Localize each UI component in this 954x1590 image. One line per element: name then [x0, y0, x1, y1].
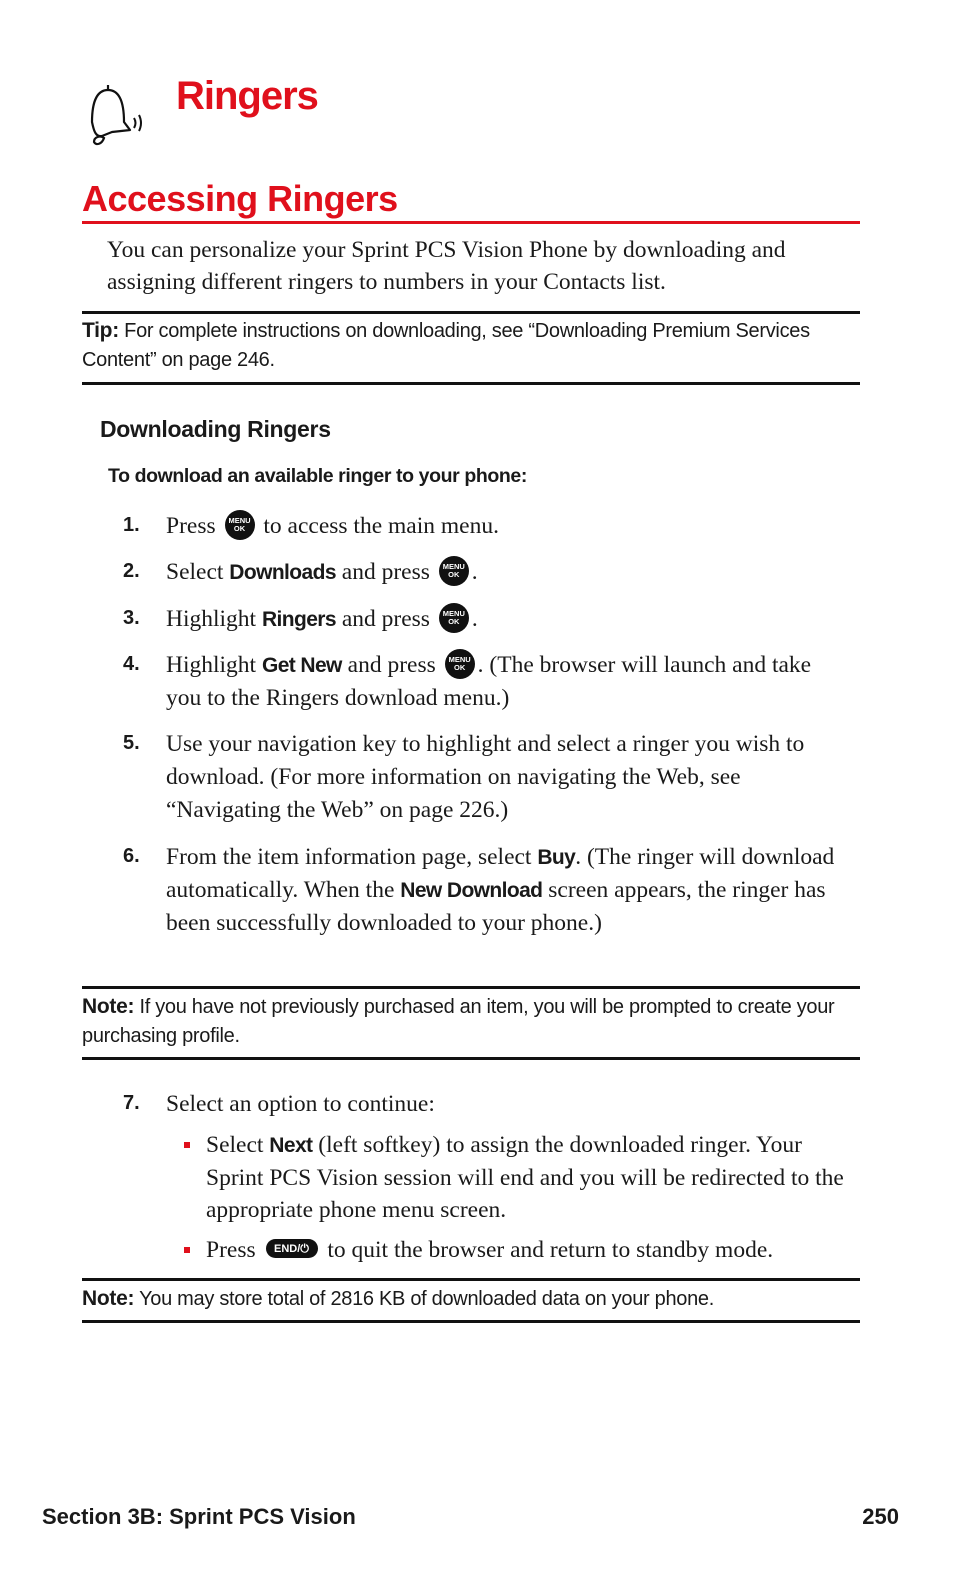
step-text — [166, 510, 846, 543]
procedure-intro: To download an available ringer to your phone: — [108, 465, 527, 487]
step-text — [166, 603, 846, 636]
step-number: 2. — [123, 560, 140, 582]
note2-label: Note: — [82, 1287, 135, 1310]
tip-callout — [82, 316, 842, 375]
end-power-key-icon: END/⏻ — [266, 1239, 318, 1258]
step-text-part: and press — [341, 652, 442, 678]
footer-section-label: Section 3B: Sprint PCS Vision — [42, 1504, 356, 1529]
menu-keyword: Get New — [261, 654, 342, 677]
subsection-title: Downloading Ringers — [100, 416, 331, 442]
step-number: 5. — [123, 732, 140, 754]
note-callout — [82, 992, 842, 1051]
menu-keyword: Buy — [537, 846, 576, 869]
step-text — [166, 841, 846, 940]
step-text — [166, 649, 846, 715]
section-title: Accessing Ringers — [82, 178, 398, 219]
note2-callout — [82, 1284, 842, 1314]
menu-ok-key-icon: MENU OK — [445, 649, 475, 679]
option-text-part: Select — [206, 1132, 270, 1158]
note2-bottom-rule — [82, 1320, 860, 1323]
note-top-rule — [82, 986, 860, 989]
menu-keyword: Next — [269, 1134, 313, 1157]
menu-keyword: Downloads — [229, 561, 336, 584]
step-number: 4. — [123, 653, 140, 675]
note2-top-rule — [82, 1278, 860, 1281]
tip-top-rule — [82, 311, 860, 314]
step-text-part: Highlight — [166, 606, 262, 632]
tip-label: Tip: — [82, 319, 119, 342]
step-text-part: screen appears, the ringer has been successfully downloaded to your phone.) — [166, 877, 826, 936]
option-text-part: Press — [206, 1237, 262, 1263]
option-text-part: to quit the browser and return to standby mode. — [321, 1237, 774, 1263]
note-text: If you have not previously purchased an item, you will be prompted to create your purchasing profile. — [82, 996, 835, 1047]
menu-ok-key-icon: MENU OK — [439, 556, 469, 586]
menu-ok-key-icon: MENU OK — [439, 603, 469, 633]
tip-bottom-rule — [82, 382, 860, 385]
option-text — [206, 1234, 846, 1266]
tip-text: For complete instructions on downloading, see “Downloading Premium Services Content” on page 246. — [82, 320, 810, 371]
bullet-icon — [184, 1247, 190, 1253]
step-number: 6. — [123, 845, 140, 867]
menu-keyword: Ringers — [261, 608, 336, 631]
option-text — [206, 1129, 846, 1226]
bullet-icon — [184, 1142, 190, 1148]
step-number: 7. — [123, 1092, 140, 1114]
step-text-part: and press — [335, 559, 436, 585]
step-text-part: to access the main menu. — [257, 513, 499, 539]
step-text-part: From the item information page, select — [166, 844, 538, 870]
step-text — [166, 556, 846, 589]
step-text-part: Select — [166, 559, 230, 585]
intro-paragraph: You can personalize your Sprint PCS Vision Phone by downloading and assigning different ringers to numbers in your Contacts list. — [107, 237, 786, 295]
bell-icon — [82, 82, 146, 152]
step-text-part: Press — [166, 513, 222, 539]
menu-ok-key-icon: MENU OK — [225, 510, 255, 540]
step-text-part: . (The browser will launch and take you to the Ringers download menu.) — [166, 652, 812, 711]
step-text-part: Highlight — [166, 652, 262, 678]
step-text-part: . — [471, 559, 478, 585]
step-text: Select an option to continue: — [166, 1091, 435, 1117]
note-label: Note: — [82, 995, 135, 1018]
note2-text: You may store total of 2816 KB of downloaded data on your phone. — [139, 1288, 715, 1310]
page-number: 250 — [862, 1504, 899, 1529]
step-number: 1. — [123, 514, 140, 536]
chapter-title: Ringers — [176, 74, 318, 118]
section-title-underline — [82, 221, 860, 224]
menu-keyword: New Download — [400, 879, 543, 902]
step-text: Use your navigation key to highlight and select a ringer you wish to download. (For more information on navigating the Web, see “Navigating the Web” on page 226.) — [166, 731, 805, 823]
step-text-part: and press — [335, 606, 436, 632]
option-text-part: (left softkey) to assign the downloaded ringer. Your Sprint PCS Vision session will end and you will be redirected to the appropriate phone menu screen. — [206, 1132, 844, 1223]
step-text-part: . — [471, 606, 478, 632]
step-text-part: . (The ringer will download automatically. When the — [166, 844, 835, 903]
note-bottom-rule — [82, 1057, 860, 1060]
step-number: 3. — [123, 607, 140, 629]
